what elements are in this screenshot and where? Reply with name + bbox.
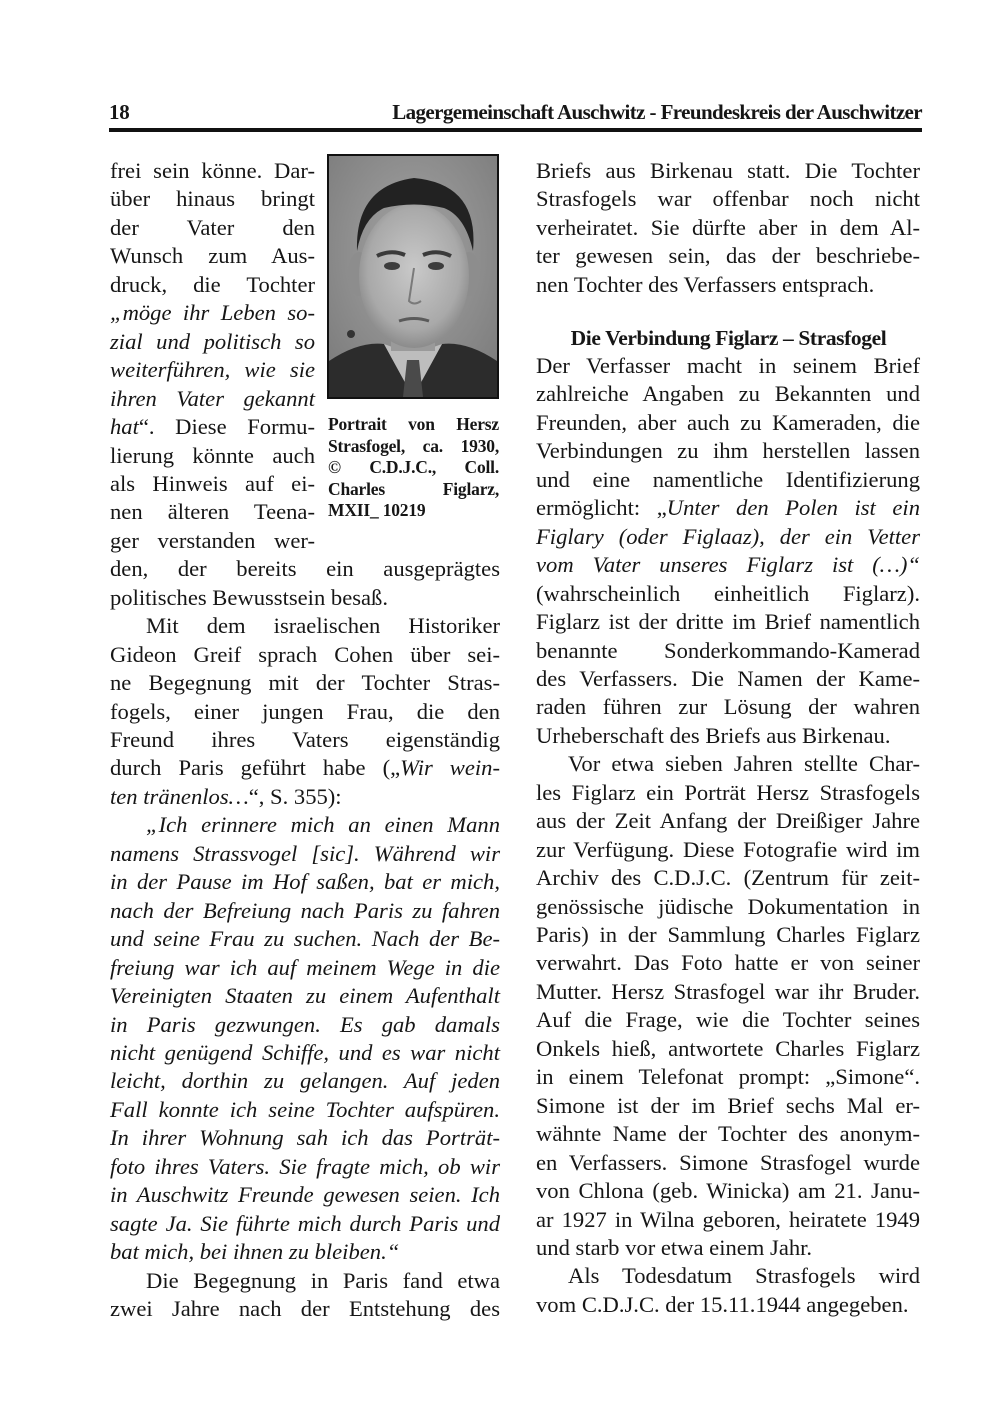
text-line — [110, 527, 315, 555]
text-segment: politisches Bewusstsein besaß. — [110, 584, 388, 610]
text-line — [536, 352, 920, 380]
text-line — [536, 466, 920, 494]
text-segment: Mit dem israelischen Historiker — [146, 613, 500, 639]
italic-text: in der Pause im Hof saßen, bat er mich, — [110, 869, 500, 895]
text-line — [146, 811, 500, 839]
text-segment: des Verfassers. Die Namen der Kame- — [536, 665, 920, 691]
text-line — [110, 271, 315, 299]
italic-text: in Auschwitz Freunde gewesen seien. Ich — [110, 1182, 500, 1208]
text-segment: als Hinweis auf ei- — [110, 470, 315, 496]
text-segment: druck, die Tochter — [110, 271, 315, 297]
text-line — [536, 214, 920, 242]
text-line — [110, 1153, 500, 1181]
text-line — [536, 949, 920, 977]
text-segment: Onkels hieß, antwortete Charles Figlarz — [536, 1035, 920, 1061]
text-line — [536, 242, 920, 270]
text-line — [536, 1206, 920, 1234]
text-line — [536, 893, 920, 921]
text-line — [536, 807, 920, 835]
text-line — [110, 982, 500, 1010]
text-line — [536, 836, 920, 864]
text-segment: verwahrt. Das Foto hatte er von seiner — [536, 950, 920, 976]
text-segment: Archiv des C.D.J.C. (Zentrum für zeit- — [536, 865, 920, 891]
text-segment: Wunsch zum Aus- — [110, 243, 315, 269]
text-line — [110, 1238, 500, 1266]
italic-text: In ihrer Wohnung sah ich das Porträt- — [110, 1125, 500, 1151]
caption-line: Charles Figlarz, — [328, 478, 499, 499]
text-line — [110, 157, 315, 185]
text-segment: genössische jüdische Dokumentation in — [536, 893, 920, 919]
text-segment: Auf die Frage, wie die Tochter seines — [536, 1007, 920, 1033]
text-line — [110, 1210, 500, 1238]
text-line — [536, 437, 920, 465]
italic-text: foto ihres Vaters. Sie fragte mich, ob wir — [110, 1153, 500, 1179]
caption-line: Portrait von Hersz — [328, 414, 499, 434]
italic-text: „Ich erinnere mich an einen Mann — [146, 812, 500, 838]
text-segment: zur Verfügung. Diese Fotografie wird im — [536, 836, 920, 862]
text-line — [110, 584, 500, 612]
text-segment: ar 1927 in Wilna geboren, heiratete 1949 — [536, 1206, 920, 1232]
caption-line: Strasfogel, ca. 1930, — [328, 435, 499, 456]
italic-text: Fall konnte ich seine Tochter aufspüren. — [110, 1096, 500, 1122]
italic-text: leicht, dorthin zu gelangen. Auf jeden — [110, 1068, 500, 1094]
italic-text: ihren Vater gekannt — [110, 385, 315, 411]
text-segment: ter gewesen sein, das der beschriebe- — [536, 243, 920, 269]
text-line — [536, 1149, 920, 1177]
text-segment: Verbindungen zu ihm herstellen lassen — [536, 438, 920, 464]
text-segment: Urheberschaft des Briefs aus Birkenau. — [536, 722, 891, 748]
portrait-image — [329, 156, 497, 397]
text-segment: frei sein könne. Dar- — [110, 158, 315, 183]
text-segment: Die Begegnung in Paris fand etwa — [146, 1267, 500, 1293]
text-line — [536, 157, 920, 185]
text-segment: raden führen zur Lösung der wahren — [536, 694, 920, 720]
text-line — [536, 1035, 920, 1063]
text-line — [146, 612, 500, 640]
text-segment: Gideon Greif sprach Cohen über sei- — [110, 641, 500, 667]
text-line — [536, 409, 920, 437]
text-segment: ger verstanden wer- — [110, 527, 315, 553]
text-segment: in einem Telefonat prompt: „Simone“. — [536, 1064, 920, 1090]
header-rule — [109, 128, 922, 132]
italic-text: sagte Ja. Sie führte mich durch Paris und — [110, 1210, 500, 1236]
italic-text: ten tränenlos… — [110, 783, 249, 809]
text-line — [536, 1234, 920, 1262]
text-line — [110, 840, 500, 868]
section-heading: Die Verbindung Figlarz – Strasfogel — [570, 326, 887, 350]
italic-text: in Paris gezwungen. Es gab damals — [110, 1011, 500, 1037]
text-line — [110, 954, 500, 982]
text-segment: fogels, einer jungen Frau, die den — [110, 698, 500, 724]
text-line — [110, 214, 315, 242]
text-segment: der Vater den — [110, 214, 315, 240]
text-line — [110, 299, 315, 327]
text-segment: (wahrscheinlich einheitlich Figlarz). — [536, 580, 920, 606]
caption-line: MXII_ 10219 — [328, 500, 426, 520]
text-line — [536, 1092, 920, 1120]
text-segment: ermöglicht: „ — [536, 495, 667, 521]
text-line — [110, 925, 500, 953]
text-segment: ne Begegnung mit der Tochter Stras- — [110, 670, 500, 696]
text-line — [536, 185, 920, 213]
text-line — [110, 868, 500, 896]
text-segment: zwei Jahre nach der Entstehung des — [110, 1296, 500, 1321]
text-segment: en Verfassers. Simone Strasfogel wurde — [536, 1149, 920, 1175]
italic-text: Figlary (oder Figlaaz), der ein Vetter — [536, 523, 920, 549]
text-segment: lierung könnte auch — [110, 442, 315, 468]
text-line — [110, 356, 315, 384]
text-line — [110, 897, 500, 925]
portrait-photo — [327, 154, 499, 399]
text-line — [110, 1295, 500, 1323]
text-line — [536, 1063, 920, 1091]
text-line — [110, 385, 315, 413]
page-header — [109, 100, 922, 128]
text-segment: Vor etwa sieben Jahren stellte Char- — [568, 751, 920, 777]
text-line — [536, 494, 920, 522]
text-line — [536, 271, 920, 299]
text-segment: Mutter. Hersz Strasfogel war ihr Bruder. — [536, 978, 920, 1004]
italic-text: hat — [110, 414, 139, 440]
italic-text: weiterführen, wie sie — [110, 357, 315, 383]
text-segment: und eine namentliche Identifizierung — [536, 466, 920, 492]
italic-text: zial und politisch so — [110, 328, 315, 354]
text-line — [568, 750, 920, 778]
text-line — [536, 693, 920, 721]
text-segment: verheiratet. Sie dürfte aber in dem Al- — [536, 214, 920, 240]
text-line — [536, 1177, 920, 1205]
text-segment: Figlarz ist der dritte im Brief namentlich — [536, 609, 920, 635]
text-segment: aus der Zeit Anfang der Dreißiger Jahre — [536, 808, 920, 834]
text-segment: les Figlarz ein Porträt Hersz Strasfogels — [536, 779, 920, 805]
caption-line: © C.D.J.C., Coll. — [328, 457, 499, 477]
text-line — [110, 185, 315, 213]
text-segment: Simone ist der im Brief sechs Mal er- — [536, 1092, 920, 1118]
text-segment: Freunden, aber auch zu Kameraden, die — [536, 409, 920, 435]
text-segment: den, der bereits ein ausgeprägtes — [110, 556, 500, 582]
text-line — [110, 1124, 500, 1152]
text-segment: Als Todesdatum Strasfogels wird — [568, 1263, 920, 1289]
text-line — [110, 641, 500, 669]
text-segment: Briefs aus Birkenau statt. Die Tochter — [536, 158, 920, 183]
text-line — [110, 242, 315, 270]
text-line — [536, 580, 920, 608]
text-segment: nen Tochter des Verfassers entsprach. — [536, 271, 875, 297]
text-line — [110, 413, 315, 441]
italic-text: „möge ihr Leben so- — [110, 300, 315, 326]
text-line — [110, 726, 500, 754]
text-segment: Paris) in der Sammlung Charles Figlarz — [536, 922, 920, 947]
italic-text: namens Strassvogel [sic]. Während wir — [110, 840, 500, 866]
text-line — [568, 1262, 920, 1290]
text-line — [536, 779, 920, 807]
italic-text: nicht genügend Schiffe, und es war nicht — [110, 1039, 500, 1065]
text-segment: Strasfogels war offenbar noch nicht — [536, 186, 920, 212]
text-line — [536, 864, 920, 892]
italic-text: und seine Frau zu suchen. Nach der Be- — [110, 926, 500, 952]
running-title: Lagergemeinschaft Auschwitz - Freundeskreis der Auschwitzer — [392, 100, 922, 124]
text-segment: Freund ihres Vaters eigenständig — [110, 727, 500, 752]
text-line — [110, 783, 500, 811]
text-line — [536, 523, 920, 551]
text-segment: zahlreiche Angaben zu Bekannten und — [536, 381, 920, 407]
text-line — [110, 442, 315, 470]
text-line — [110, 1039, 500, 1067]
italic-text: Vereinigten Staaten zu einem Aufenthalt — [110, 983, 500, 1009]
text-segment: vom C.D.J.C. der 15.11.1944 angegeben. — [536, 1291, 909, 1317]
text-segment: benannte Sonderkommando-Kamerad — [536, 637, 920, 663]
italic-text: freiung war ich auf meinem Wege in die — [110, 954, 500, 980]
text-line — [110, 1067, 500, 1095]
text-segment: nen älteren Teena- — [110, 499, 315, 525]
text-segment: von Chlona (geb. Winicka) am 21. Janu- — [536, 1178, 920, 1204]
text-line — [536, 380, 920, 408]
text-line — [110, 328, 315, 356]
italic-text: bat mich, bei ihnen zu bleiben.“ — [110, 1239, 400, 1265]
text-segment: wähnte Name der Tochter des anonym- — [536, 1121, 920, 1147]
text-segment: über hinaus bringt — [110, 186, 315, 212]
text-line — [536, 722, 920, 750]
text-line — [110, 555, 500, 583]
text-line — [110, 669, 500, 697]
text-segment: durch Paris geführt habe („ — [110, 755, 401, 781]
italic-text: nach der Befreiung nach Paris zu fahren — [110, 897, 500, 923]
text-segment: “. Diese Formu- — [138, 414, 315, 440]
text-segment: “, S. 355): — [248, 783, 342, 809]
text-line — [536, 637, 920, 665]
text-segment: Der Verfasser macht in seinem Brief — [536, 353, 920, 378]
italic-text: vom Vater unseres Figlarz ist (…)“ — [536, 552, 920, 578]
text-line — [536, 978, 920, 1006]
italic-text: Unter den Polen ist ein — [666, 495, 920, 521]
text-line — [536, 921, 920, 949]
text-line — [110, 470, 315, 498]
page-number: 18 — [109, 100, 130, 124]
text-line — [536, 665, 920, 693]
text-line — [110, 1096, 500, 1124]
text-line — [536, 551, 920, 579]
text-line — [536, 1120, 920, 1148]
text-line — [536, 1006, 920, 1034]
text-line — [536, 608, 920, 636]
text-segment: und starb vor etwa einem Jahr. — [536, 1234, 813, 1260]
text-line — [146, 1267, 500, 1295]
text-line — [110, 754, 500, 782]
text-line — [110, 1181, 500, 1209]
text-line — [110, 1011, 500, 1039]
text-line — [110, 498, 315, 526]
text-line — [110, 698, 500, 726]
italic-text: Wir wein- — [400, 755, 500, 781]
text-line — [536, 1291, 920, 1319]
